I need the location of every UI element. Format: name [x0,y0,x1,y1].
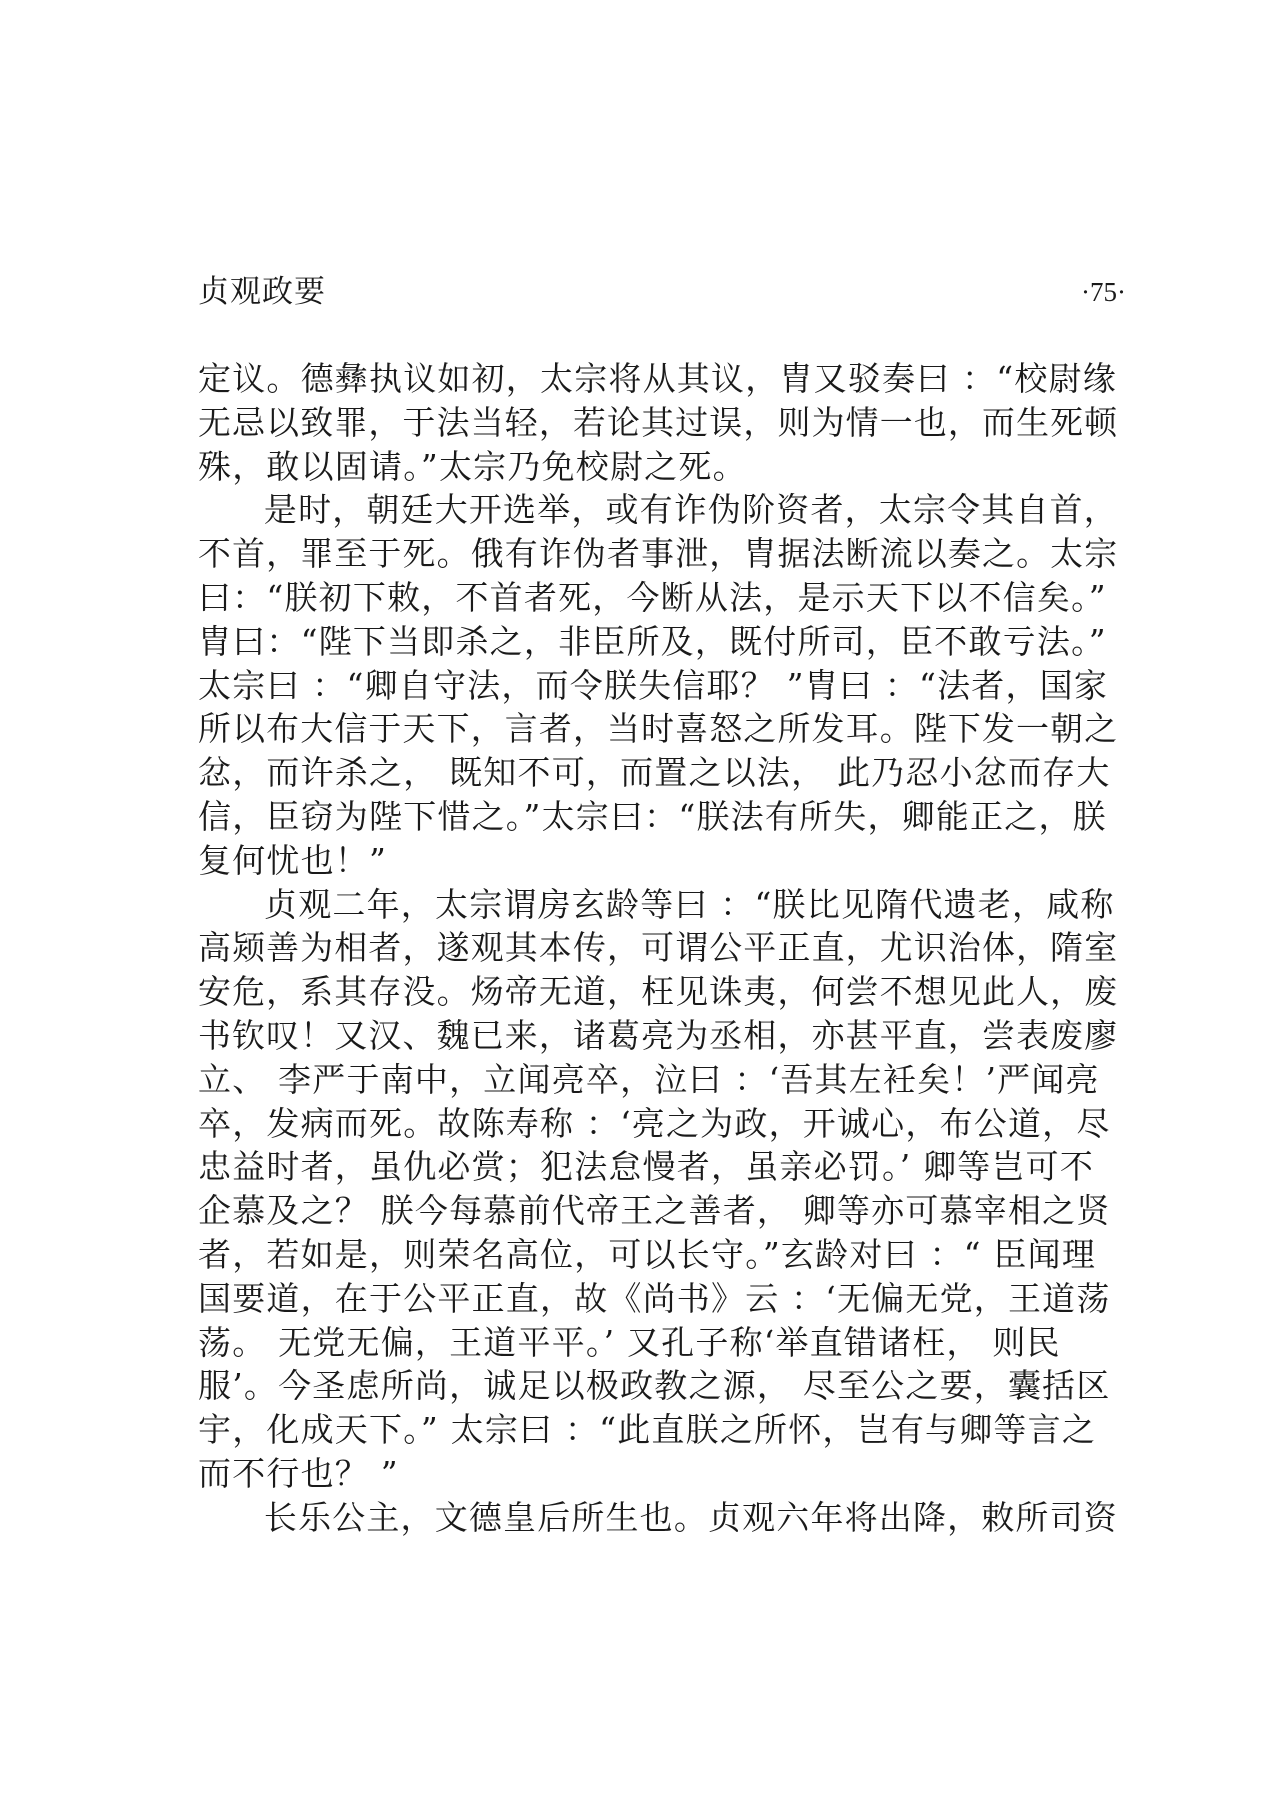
text-line: 立、 李严于南中，立闻亮卒，泣曰 ：‘吾其左衽矣！’严闻亮 [198,1059,1100,1099]
text-line: 安危，系其存没。炀帝无道，枉见诛夷，何尝不想见此人，废 [198,972,1119,1012]
text-line: 企慕及之？ 朕今每慕前代帝王之善者， 卿等亦可慕宰相之贤 [198,1191,1111,1231]
text-line: 忿，而许杀之， 既知不可，而置之以法， 此乃忍小忿而存大 [198,753,1111,793]
book-title: 贞观政要 [198,274,326,310]
text-line: 定议。德彝执议如初，太宗将从其议，胄又驳奏曰 ：“校尉缘 [198,359,1117,398]
paragraph-first-line: 长乐公主，文德皇后所生也。贞观六年将出降，敕所司资 [263,1497,1118,1537]
text-line: 宇，化成天下。” 太宗曰 ：“此直朕之所怀，岂有与卿等言之 [198,1410,1097,1450]
text-line: 而不行也？ ” [198,1453,399,1493]
text-line: 忠益时者，虽仇必赏；犯法怠慢者，虽亲必罚。’ 卿等岂可不 [198,1147,1095,1187]
running-head [198,270,1126,314]
text-line: 高颎善为相者，遂观其本传，可谓公平正直，尤识治体，隋室 [198,928,1119,968]
text-line: 无忌以致罪，于法当轻，若论其过误，则为情一也，而生死顿 [198,402,1119,442]
text-line: 者，若如是，则荣名高位，可以长守。”玄龄对曰 ：“ 臣闻理 [198,1234,1097,1274]
text-line: 殊，敢以固请。”太宗乃免校尉之死。 [198,446,747,486]
text-line: 太宗曰 ：“卿自守法，而令朕失信耶？ ”胄曰 ：“法者，国家 [198,665,1109,705]
text-line: 荡。 无党无偏，王道平平。’ 又孔子称‘举直错诸枉， 则民 [198,1322,1061,1362]
text-line: 信，臣窃为陛下惜之。”太宗曰：“朕法有所失，卿能正之，朕 [198,796,1107,836]
paragraph-first-line: 是时，朝廷大开选举，或有诈伪阶资者，太宗令其自首， [263,490,1118,530]
text-line: 复何忧也！” [198,840,388,880]
text-line: 卒，发病而死。故陈寿称 ：‘亮之为政，开诚心，布公道，尽 [198,1103,1111,1143]
text-line: 不首，罪至于死。俄有诈伪者事泄，胄据法断流以奏之。太宗 [198,534,1119,574]
text-line: 国要道，在于公平正直，故《尚书》云 ：‘无偏无党，王道荡 [198,1278,1111,1318]
text-line: 曰：“朕初下敕，不首者死，今断从法，是示天下以不信矣。” [198,577,1107,617]
paragraph-first-line: 贞观二年，太宗谓房玄龄等曰 ：“朕比见隋代遗老，咸称 [264,884,1115,924]
page-number: ·75· [1081,277,1126,307]
text-line: 书钦叹！又汉、魏已来，诸葛亮为丞相，亦甚平直，尝表废廖 [198,1015,1119,1055]
text-line: 所以布大信于天下，言者，当时喜怒之所发耳。陛下发一朝之 [198,709,1119,749]
text-line: 胄曰：“陛下当即杀之，非臣所及，既付所司，臣不敢亏法。” [198,621,1107,661]
text-line: 服’。今圣虑所尚，诚足以极政教之源， 尽至公之要，囊括区 [198,1366,1111,1406]
body-text [198,357,1118,1540]
